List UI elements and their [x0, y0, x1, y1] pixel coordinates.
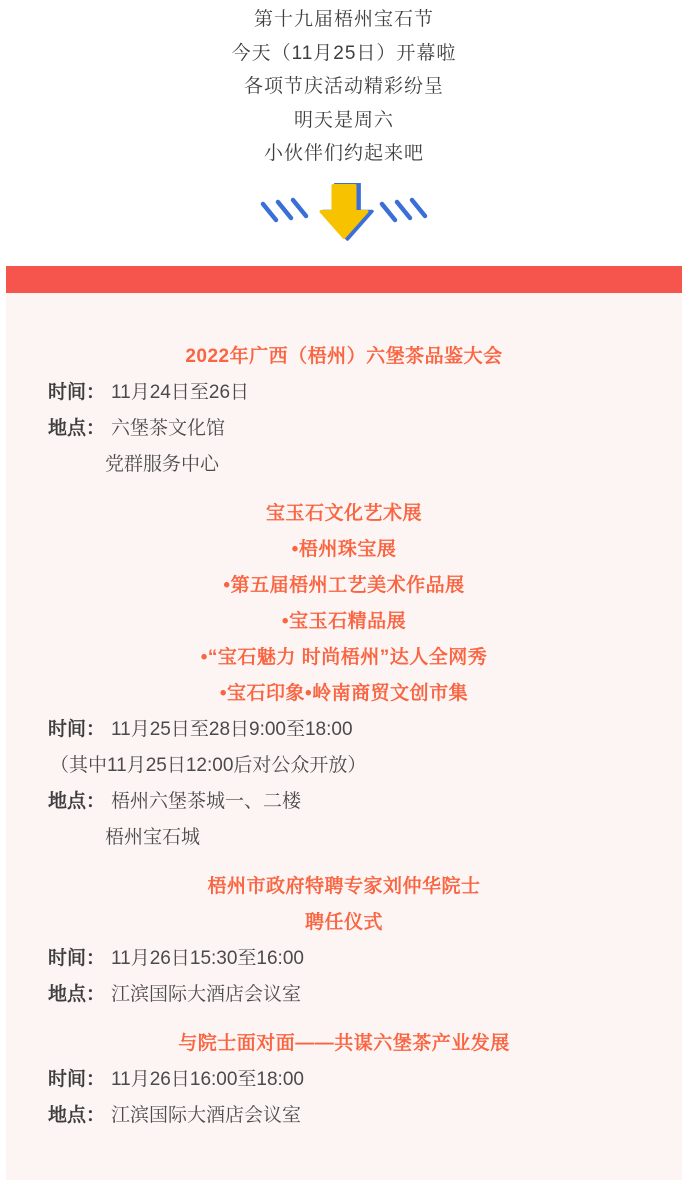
down-arrow-decoration: [0, 183, 688, 245]
info-row-location: [6, 411, 682, 447]
section-title: 宝玉石文化艺术展: [265, 503, 422, 524]
info-row-time: [6, 1062, 682, 1098]
section-title: 与院士面对面——共谋六堡茶产业发展: [178, 1033, 510, 1054]
event-section-appointment-ceremony: [6, 869, 682, 1013]
info-label: 时间：: [48, 948, 106, 969]
info-row-location-extra: [6, 447, 682, 483]
info-value: 江滨国际大酒店会议室: [111, 1105, 302, 1126]
info-value: 六堡茶文化馆: [111, 418, 226, 439]
event-section-academician-meeting: [6, 1026, 682, 1134]
bullet-item: •宝玉石精品展: [281, 611, 407, 632]
bullet-item: •宝石印象•岭南商贸文创市集: [219, 683, 469, 704]
intro-line: 明天是周六: [293, 109, 394, 131]
info-row-location: [6, 784, 682, 820]
info-value: 梧州六堡茶城一、二楼: [111, 791, 302, 812]
event-schedule-panel: [6, 293, 682, 1180]
info-label: 地点：: [48, 1105, 106, 1126]
bullet-item: •第五届梧州工艺美术作品展: [223, 575, 465, 596]
info-value: 梧州宝石城: [105, 827, 201, 848]
bullet-item: •梧州珠宝展: [291, 539, 397, 560]
info-row-time: [6, 712, 682, 748]
info-label: 时间：: [48, 382, 106, 403]
info-value: 11月26日16:00至18:00: [111, 1069, 304, 1090]
event-section-tea-tasting: [6, 339, 682, 483]
info-label: 时间：: [48, 1069, 106, 1090]
section-title: 梧州市政府特聘专家刘仲华院士: [207, 876, 481, 897]
bullet-item: •“宝石魅力 时尚梧州”达人全网秀: [200, 647, 488, 668]
info-label: 地点：: [48, 418, 106, 439]
info-value: 党群服务中心: [105, 454, 220, 475]
speed-slashes-right: [382, 200, 425, 220]
intro-block: [0, 0, 688, 266]
info-label: 时间：: [48, 719, 106, 740]
section-title: 2022年广西（梧州）六堡茶品鉴大会: [185, 346, 503, 367]
info-row-location-extra: [6, 820, 682, 856]
info-row-location: [6, 977, 682, 1013]
info-label: 地点：: [48, 791, 106, 812]
section-title-line2: 聘任仪式: [304, 912, 383, 933]
down-arrow-icon: [249, 183, 439, 245]
speed-slashes-left: [263, 200, 306, 220]
intro-line: 今天（11月25日）开幕啦: [231, 42, 457, 64]
intro-line: 各项节庆活动精彩纷呈: [243, 76, 444, 97]
info-row-time-note: [6, 748, 682, 784]
info-value: 11月24日至26日: [111, 382, 250, 403]
info-row-time: [6, 375, 682, 411]
info-value: （其中11月25日12:00后对公众开放）: [50, 755, 367, 776]
info-row-location: [6, 1098, 682, 1134]
intro-line: 第十九届梧州宝石节: [253, 9, 434, 30]
info-value: 11月26日15:30至16:00: [111, 948, 304, 969]
info-row-time: [6, 941, 682, 977]
red-banner-bar: [6, 266, 682, 293]
info-value: 11月25日至28日9:00至18:00: [111, 719, 353, 740]
event-section-gem-art-expo: [6, 496, 682, 856]
info-label: 地点：: [48, 984, 106, 1005]
info-value: 江滨国际大酒店会议室: [111, 984, 302, 1005]
intro-line: 小伙伴们约起来吧: [263, 143, 424, 164]
